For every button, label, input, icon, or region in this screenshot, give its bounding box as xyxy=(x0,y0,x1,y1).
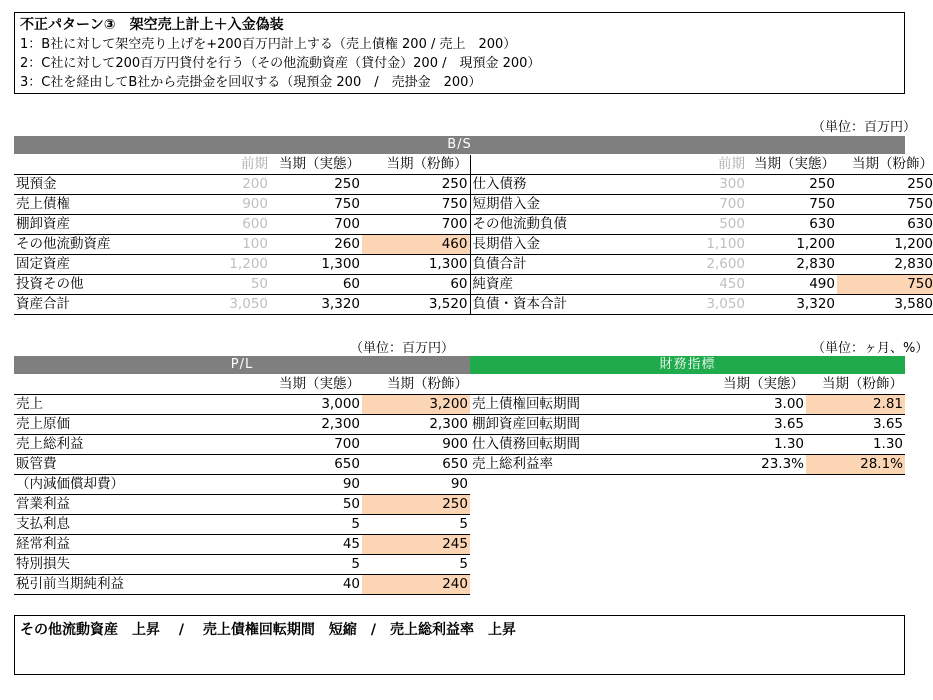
pl-label: （内減価償却費） xyxy=(14,475,254,495)
asset-label: その他流動資産 xyxy=(14,235,156,255)
liability-actual: 490 xyxy=(747,275,837,295)
pl-window: 240 xyxy=(362,575,470,595)
bs-header-actual: 当期（実態） xyxy=(270,155,362,175)
pl-row xyxy=(14,455,470,475)
asset-actual: 700 xyxy=(270,215,362,235)
liability-prev: 500 xyxy=(612,215,747,235)
pl-actual: 650 xyxy=(254,455,362,475)
pl-header-blank xyxy=(14,375,254,395)
summary-text: その他流動資産 上昇 / 売上債権回転期間 短縮 / 売上総利益率 上昇 xyxy=(20,622,516,638)
pl-row xyxy=(14,395,470,415)
ratio-window: 3.65 xyxy=(806,415,905,435)
asset-window: 700 xyxy=(362,215,470,235)
bs-header-window-2: 当期（粉飾） xyxy=(837,155,933,175)
pl-actual: 45 xyxy=(254,535,362,555)
bs-row xyxy=(14,275,933,295)
bs-row xyxy=(14,175,933,195)
asset-actual: 250 xyxy=(270,175,362,195)
pl-window: 3,200 xyxy=(362,395,470,415)
pl-header-actual: 当期（実態） xyxy=(254,375,362,395)
ratio-label: 売上債権回転期間 xyxy=(470,395,716,415)
bs-row xyxy=(14,255,933,275)
ratios-header-window: 当期（粉飾） xyxy=(806,375,905,395)
liability-window: 750 xyxy=(837,195,933,215)
pl-actual: 5 xyxy=(254,515,362,535)
pl-actual: 5 xyxy=(254,555,362,575)
ratio-row xyxy=(470,455,905,475)
asset-label: 棚卸資産 xyxy=(14,215,156,235)
pl-row xyxy=(14,535,470,555)
asset-window: 460 xyxy=(362,235,470,255)
pl-window: 2,300 xyxy=(362,415,470,435)
asset-prev: 3,050 xyxy=(156,295,270,315)
pl-row xyxy=(14,495,470,515)
asset-prev: 600 xyxy=(156,215,270,235)
asset-label: 資産合計 xyxy=(14,295,156,315)
pl-label: 売上原価 xyxy=(14,415,254,435)
asset-prev: 100 xyxy=(156,235,270,255)
ratio-actual: 3.00 xyxy=(716,395,806,415)
liability-label: 負債合計 xyxy=(470,255,612,275)
ratios-unit-label: （単位：ヶ月、%） xyxy=(812,341,929,356)
liability-prev: 2,600 xyxy=(612,255,747,275)
asset-window: 250 xyxy=(362,175,470,195)
liability-label: 短期借入金 xyxy=(470,195,612,215)
scenario-title: 不正パターン③ 架空売上計上＋入金偽装 xyxy=(20,17,284,33)
pl-label: 営業利益 xyxy=(14,495,254,515)
liability-window: 250 xyxy=(837,175,933,195)
bs-header-blank xyxy=(14,155,156,175)
liability-window: 2,830 xyxy=(837,255,933,275)
ratio-label: 売上総利益率 xyxy=(470,455,716,475)
liability-actual: 630 xyxy=(747,215,837,235)
pl-actual: 50 xyxy=(254,495,362,515)
bs-header-prev: 前期 xyxy=(156,155,270,175)
pl-row xyxy=(14,575,470,595)
liability-actual: 3,320 xyxy=(747,295,837,315)
pl-row xyxy=(14,435,470,455)
ratios-header-actual: 当期（実態） xyxy=(716,375,806,395)
asset-actual: 260 xyxy=(270,235,362,255)
liability-label: 負債・資本合計 xyxy=(470,295,612,315)
scenario-description-box xyxy=(14,12,905,94)
liability-actual: 2,830 xyxy=(747,255,837,275)
asset-actual: 1,300 xyxy=(270,255,362,275)
ratio-row xyxy=(470,435,905,455)
pl-label: 特別損失 xyxy=(14,555,254,575)
asset-label: 現預金 xyxy=(14,175,156,195)
pl-header-row xyxy=(14,375,470,395)
pl-header-window: 当期（粉飾） xyxy=(362,375,470,395)
scenario-line-1: 1：B社に対して架空売り上げを+200百万円計上する（売上債権 200 / 売上 200） xyxy=(20,37,517,52)
bs-header-row xyxy=(14,155,933,175)
liability-window: 630 xyxy=(837,215,933,235)
summary-box xyxy=(14,615,905,675)
pl-actual: 40 xyxy=(254,575,362,595)
asset-label: 売上債権 xyxy=(14,195,156,215)
financial-ratios-table xyxy=(470,375,905,475)
asset-prev: 900 xyxy=(156,195,270,215)
pl-label: 税引前当期純利益 xyxy=(14,575,254,595)
ratio-window: 1.30 xyxy=(806,435,905,455)
bs-title-bar: B/S xyxy=(14,136,905,154)
liability-actual: 750 xyxy=(747,195,837,215)
scenario-line-3: 3：C社を経由してB社から売掛金を回収する（現預金 200 / 売掛金 200） xyxy=(20,75,482,90)
bs-unit-label: （単位：百万円） xyxy=(812,120,917,135)
pl-row xyxy=(14,475,470,495)
liability-prev: 3,050 xyxy=(612,295,747,315)
liability-prev: 700 xyxy=(612,195,747,215)
ratio-actual: 23.3% xyxy=(716,455,806,475)
liability-prev: 300 xyxy=(612,175,747,195)
pl-window: 245 xyxy=(362,535,470,555)
bs-header-blank-2 xyxy=(470,155,612,175)
ratio-actual: 1.30 xyxy=(716,435,806,455)
ratios-header-blank xyxy=(470,375,716,395)
pl-window: 650 xyxy=(362,455,470,475)
pl-row xyxy=(14,515,470,535)
liability-window: 3,580 xyxy=(837,295,933,315)
ratio-actual: 3.65 xyxy=(716,415,806,435)
liability-label: その他流動負債 xyxy=(470,215,612,235)
pl-unit-label: （単位：百万円） xyxy=(350,341,455,356)
bs-row xyxy=(14,295,933,315)
asset-label: 投資その他 xyxy=(14,275,156,295)
pl-actual: 2,300 xyxy=(254,415,362,435)
pl-actual: 700 xyxy=(254,435,362,455)
liability-prev: 1,100 xyxy=(612,235,747,255)
liability-label: 長期借入金 xyxy=(470,235,612,255)
ratio-row xyxy=(470,395,905,415)
bs-row xyxy=(14,195,933,215)
pl-row xyxy=(14,415,470,435)
liability-window: 750 xyxy=(837,275,933,295)
pl-window: 90 xyxy=(362,475,470,495)
asset-actual: 60 xyxy=(270,275,362,295)
ratios-title-bar: 財務指標 xyxy=(470,356,905,374)
income-statement-table xyxy=(14,375,470,595)
pl-window: 900 xyxy=(362,435,470,455)
ratios-header-row xyxy=(470,375,905,395)
asset-prev: 200 xyxy=(156,175,270,195)
pl-label: 販管費 xyxy=(14,455,254,475)
liability-actual: 1,200 xyxy=(747,235,837,255)
bs-row xyxy=(14,235,933,255)
pl-label: 経常利益 xyxy=(14,535,254,555)
bs-header-prev-2: 前期 xyxy=(612,155,747,175)
ratio-label: 棚卸資産回転期間 xyxy=(470,415,716,435)
asset-window: 1,300 xyxy=(362,255,470,275)
asset-label: 固定資産 xyxy=(14,255,156,275)
asset-prev: 50 xyxy=(156,275,270,295)
bs-header-actual-2: 当期（実態） xyxy=(747,155,837,175)
asset-prev: 1,200 xyxy=(156,255,270,275)
balance-sheet-table xyxy=(14,155,933,315)
liability-label: 純資産 xyxy=(470,275,612,295)
pl-row xyxy=(14,555,470,575)
asset-window: 750 xyxy=(362,195,470,215)
asset-actual: 3,320 xyxy=(270,295,362,315)
pl-window: 5 xyxy=(362,555,470,575)
liability-actual: 250 xyxy=(747,175,837,195)
asset-window: 60 xyxy=(362,275,470,295)
liability-prev: 450 xyxy=(612,275,747,295)
ratio-label: 仕入債務回転期間 xyxy=(470,435,716,455)
pl-window: 250 xyxy=(362,495,470,515)
ratio-row xyxy=(470,415,905,435)
bs-row xyxy=(14,215,933,235)
pl-actual: 90 xyxy=(254,475,362,495)
bs-header-window: 当期（粉飾） xyxy=(362,155,470,175)
pl-window: 5 xyxy=(362,515,470,535)
scenario-line-2: 2：C社に対して200百万円貸付を行う（その他流動資産（貸付金）200 / 現預金 200） xyxy=(20,56,541,71)
asset-actual: 750 xyxy=(270,195,362,215)
pl-actual: 3,000 xyxy=(254,395,362,415)
asset-window: 3,520 xyxy=(362,295,470,315)
liability-window: 1,200 xyxy=(837,235,933,255)
pl-label: 売上 xyxy=(14,395,254,415)
pl-title-bar: P/L xyxy=(14,356,470,374)
pl-label: 支払利息 xyxy=(14,515,254,535)
liability-label: 仕入債務 xyxy=(470,175,612,195)
pl-label: 売上総利益 xyxy=(14,435,254,455)
ratio-window: 28.1% xyxy=(806,455,905,475)
ratio-window: 2.81 xyxy=(806,395,905,415)
